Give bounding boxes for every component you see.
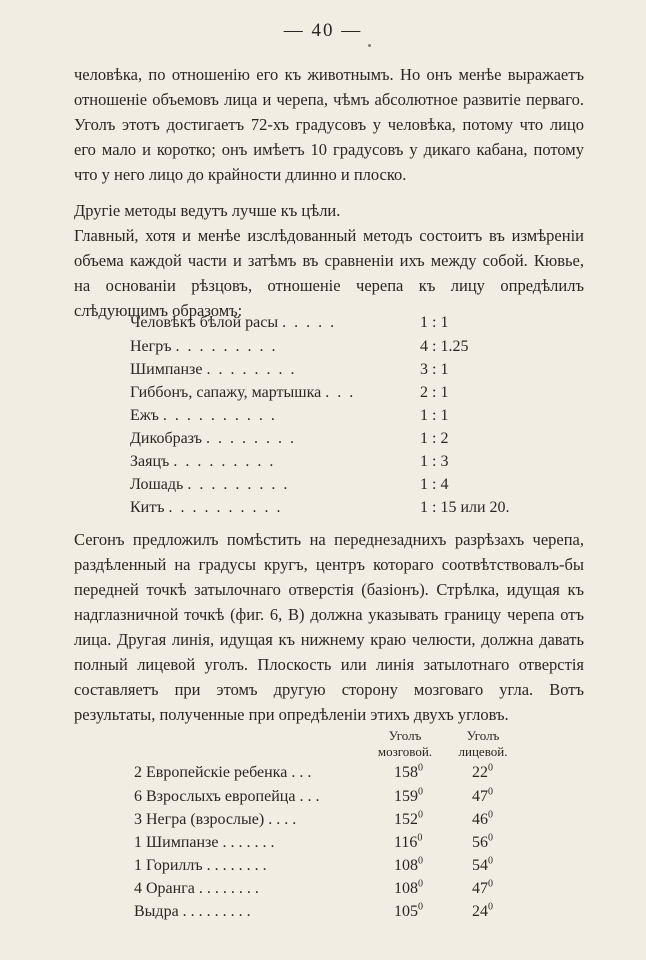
ratio-value: 1 : 15 или 20. xyxy=(420,499,510,516)
angle-row xyxy=(134,786,493,810)
ratio-row xyxy=(130,407,449,429)
brain-angle-value: $152^0$ xyxy=(394,809,423,828)
subject-name: 3 Негра (взрослые) xyxy=(134,811,265,828)
dot-leader: . . . . . . . . xyxy=(206,361,297,378)
header-face-line2: лицевой. xyxy=(458,744,508,759)
face-angle-value: $22^0$ xyxy=(472,762,493,781)
ratio-value: 1 : 1 xyxy=(420,407,449,424)
ratio-row xyxy=(130,384,449,406)
face-angle-value: $56^0$ xyxy=(472,832,493,851)
subject-name: 1 Гориллъ xyxy=(134,857,203,874)
brain-angle-value: $116^0$ xyxy=(394,832,423,851)
dot-leader: . . . . . . . . . xyxy=(182,903,251,920)
paragraph-volume-method: Главный, хотя и менѣе изслѣдованный методъ состоитъ въ измѣреніи объема каждой части и затѣмъ въ сравненіи ихъ между собой. Кювье, на основаніи рѣзцовъ, отношеніе черепа къ лицу опредѣлилъ слѣдующимъ образомъ: xyxy=(74,226,584,320)
animal-name: Китъ xyxy=(130,499,165,516)
degree-sign: 0 xyxy=(418,786,423,798)
subject-name: Выдра xyxy=(134,903,179,920)
animal-name: Человѣкъ бѣлой расы xyxy=(130,314,279,331)
ratio-value: 4 : 1.25 xyxy=(420,338,469,355)
paragraph-facial-angle: человѣка, по отношенію его къ животнымъ. Но онъ менѣе выражаетъ отношеніе объемовъ лица и черепа, чѣмъ абсолютное развитіе перваго. Уголъ этотъ достигаетъ 72-хъ градусовъ у человѣка, потому что лицо его мало и коротко; онъ имѣетъ 10 градусовъ у дикаго кабана, потому что у него лицо до крайности длинно и плоско. xyxy=(74,65,584,184)
ratio-row xyxy=(130,453,449,475)
animal-name: Шимпанзе xyxy=(130,361,203,378)
dot-leader: . . . . . . . . . xyxy=(175,338,278,355)
dot-leader: . . . . . . . . . . xyxy=(162,407,277,424)
dot-leader: . . . . . . . . . xyxy=(173,453,276,470)
degree-sign: 0 xyxy=(417,832,423,844)
subject-name: 6 Взрослыхъ европейца xyxy=(134,788,296,805)
header-brain-line1: Уголъ xyxy=(388,728,422,743)
ratio-row xyxy=(130,476,449,498)
subject-name: 2 Европейскіе ребенка xyxy=(134,764,288,781)
face-angle-value: $54^0$ xyxy=(472,855,493,874)
dot-leader: . . . . . . . . xyxy=(206,857,267,874)
brain-angle-value: $159^0$ xyxy=(394,786,423,805)
header-brain-angle xyxy=(370,728,440,760)
animal-name: Дикобразъ xyxy=(130,430,202,447)
ratio-value: 1 : 2 xyxy=(420,430,449,447)
animal-name: Лошадь xyxy=(130,476,184,493)
degree-sign: 0 xyxy=(418,855,423,867)
ratio-value: 1 : 1 xyxy=(420,314,449,331)
ratio-row xyxy=(130,361,449,383)
angle-row xyxy=(134,901,493,925)
angle-row xyxy=(134,855,493,879)
paragraph-segond-method: Сегонъ предложилъ помѣстить на переднезаднихъ разрѣзахъ черепа, раздѣленный на градусы кругъ, центръ котораго соотвѣтствовалъ-бы передней точкѣ затылочнаго отверстія (базіонъ). Стрѣлка, идущая къ надглазничной точкѣ (фиг. 6, B) должна указывать границу черепа отъ лица. Другая линія, идущая къ нижнему краю челюсти, должна давать полный лицевой уголъ. Плоскость или линія затылотнаго отверстія составляетъ при этомъ другую сторону мозговаго угла. Вотъ результаты, полученные при опредѣленіи этихъ двухъ угловъ. xyxy=(74,530,584,724)
animal-name: Ежъ xyxy=(130,407,159,424)
ratio-row xyxy=(130,338,469,360)
dot-leader: . . . . . . . . xyxy=(206,430,296,447)
header-face-line1: Уголъ xyxy=(466,728,500,743)
ratio-value: 2 : 1 xyxy=(420,384,449,401)
subject-name: 4 Оранга xyxy=(134,880,195,897)
ratio-row xyxy=(130,499,510,521)
ratio-row xyxy=(130,314,449,336)
dot-leader: . . . . . xyxy=(282,314,337,331)
brain-angle-value: $108^0$ xyxy=(394,878,423,897)
dot-leader: . . . . . . . . xyxy=(198,880,259,897)
dot-leader: . . . . . . . . . . xyxy=(168,499,283,516)
animal-name: Заяцъ xyxy=(130,453,170,470)
dot-leader: . . . . xyxy=(268,811,297,828)
degree-sign: 0 xyxy=(488,878,493,890)
degree-sign: 0 xyxy=(488,855,493,867)
header-brain-line2: мозговой. xyxy=(377,744,433,759)
degree-sign: 0 xyxy=(488,809,493,821)
degree-sign: 0 xyxy=(488,762,493,774)
dot-leader: . . . xyxy=(299,788,320,805)
face-angle-value: $46^0$ xyxy=(472,809,493,828)
angle-row xyxy=(134,762,493,786)
angle-row xyxy=(134,832,493,856)
page-number: — 40 — xyxy=(283,20,363,41)
animal-name: Негръ xyxy=(130,338,172,355)
degree-sign: 0 xyxy=(488,832,493,844)
ratio-value: 1 : 3 xyxy=(420,453,449,470)
dot-leader: . . . . . . . . . xyxy=(187,476,290,493)
dot-leader: . . . xyxy=(291,764,312,781)
animal-name: Гиббонъ, сапажу, мартышка xyxy=(130,384,322,401)
face-angle-value: $47^0$ xyxy=(472,878,493,897)
header-face-angle xyxy=(448,728,518,760)
angle-row xyxy=(134,809,493,833)
degree-sign: 0 xyxy=(488,901,493,913)
ratio-value: 3 : 1 xyxy=(420,361,449,378)
face-angle-value: $47^0$ xyxy=(472,786,493,805)
degree-sign: 0 xyxy=(418,901,423,913)
face-angle-value: $24^0$ xyxy=(472,901,493,920)
brain-angle-value: $108^0$ xyxy=(394,855,423,874)
ratio-row xyxy=(130,430,449,452)
angle-row xyxy=(134,878,493,902)
dot-leader: . . . xyxy=(325,384,356,401)
degree-sign: 0 xyxy=(418,878,423,890)
ink-speck xyxy=(368,44,371,47)
brain-angle-value: $105^0$ xyxy=(394,901,423,920)
ratio-value: 1 : 4 xyxy=(420,476,449,493)
dot-leader: . . . . . . . xyxy=(222,834,275,851)
brain-angle-value: $158^0$ xyxy=(394,762,423,781)
degree-sign: 0 xyxy=(418,762,423,774)
subject-name: 1 Шимпанзе xyxy=(134,834,219,851)
degree-sign: 0 xyxy=(488,786,493,798)
degree-sign: 0 xyxy=(418,809,423,821)
paragraph-other-methods: Другіе методы ведутъ лучше къ цѣли. xyxy=(74,201,341,220)
